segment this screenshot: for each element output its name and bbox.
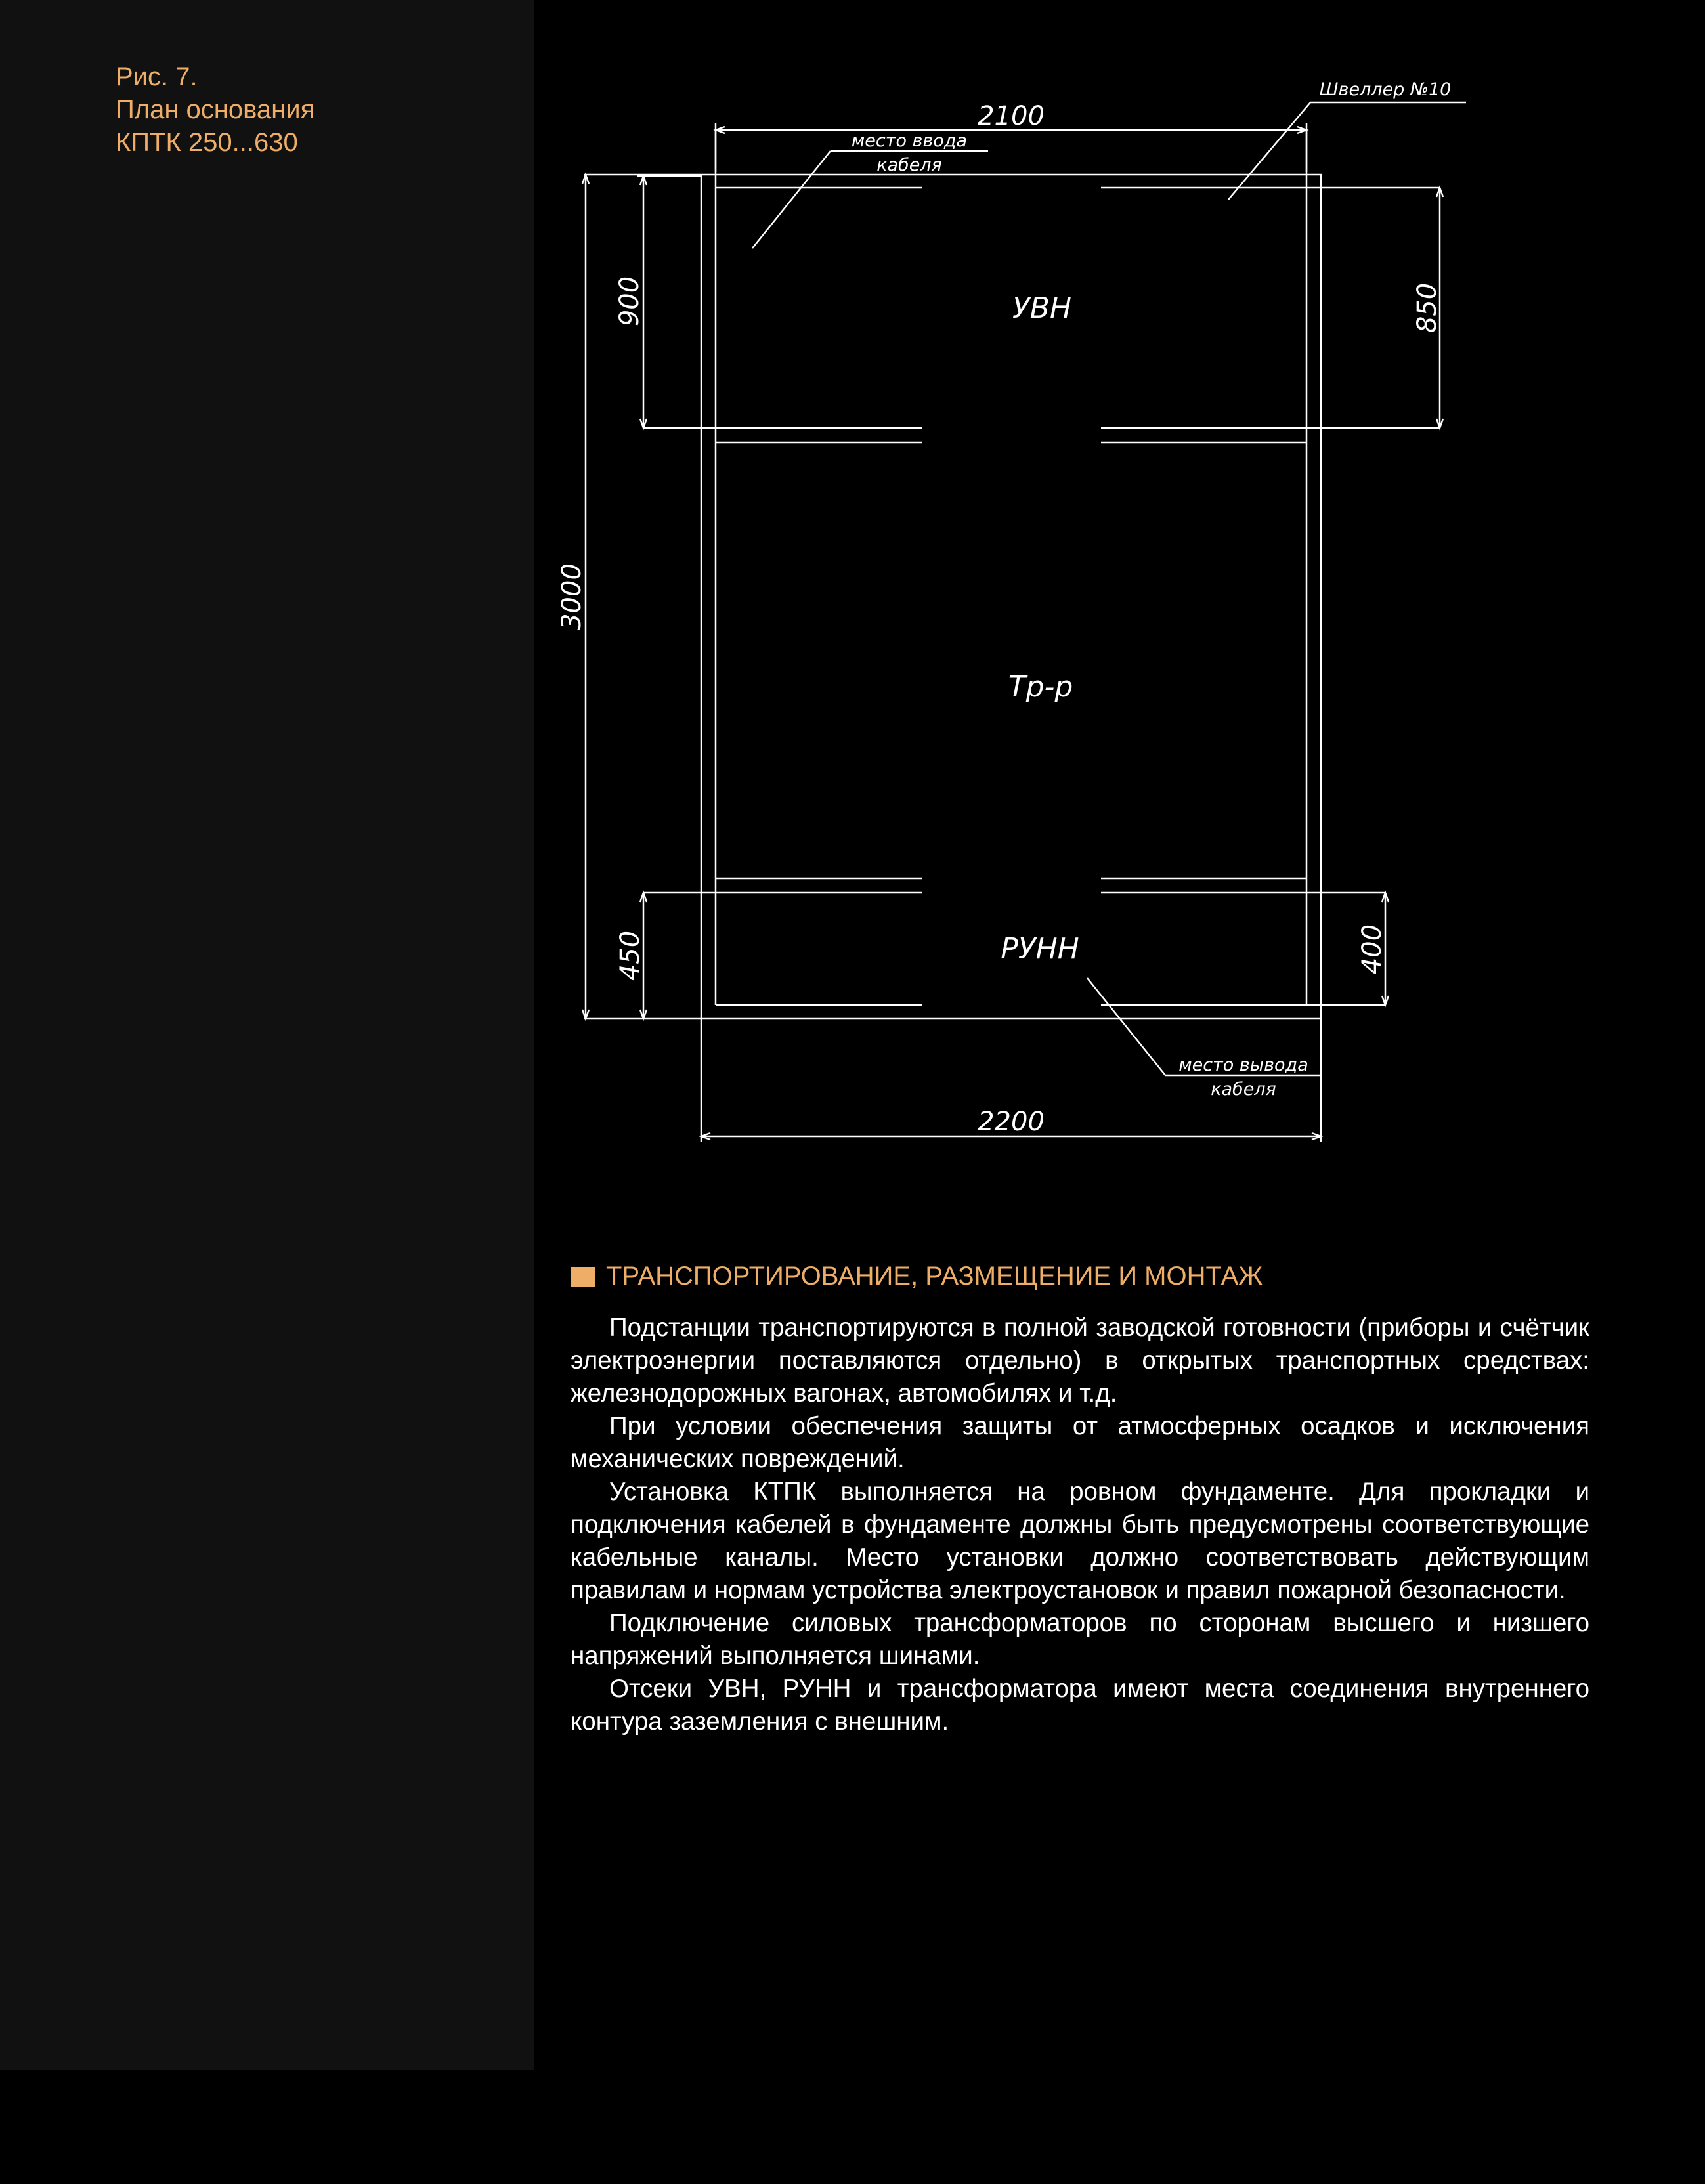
dimension-top-label: 2100 (978, 101, 1045, 131)
cable-exit-label-line2: кабеля (1211, 1079, 1276, 1100)
paragraph-grounding: Отсеки УВН, РУНН и трансформатора имеют места соединения внутреннего контура заземления с внешним. (571, 1675, 1589, 1736)
dimension-runn-right-label: 400 (1357, 924, 1387, 975)
dimension-uvn-left-label: 900 (615, 276, 645, 327)
paragraph-transportation: Подстанции транспортируются в полной заводской готовности (приборы и счётчик электроэнергии поставляются отдельно) в открытых транспортных средствах: железнодорожных вагонах, автомобилях и т.д. (571, 1314, 1589, 1407)
channel-beams (716, 130, 1306, 1005)
compartment-uvn-label: УВН (1012, 291, 1072, 325)
figure-caption-model: КПТК 250...630 (116, 128, 298, 157)
dimension-bottom-label: 2200 (978, 1107, 1045, 1137)
dimension-uvn-left (637, 176, 701, 428)
square-bullet-icon (571, 1267, 595, 1287)
cable-entry-leader (752, 151, 988, 248)
figure-caption-title: План основания (116, 95, 315, 124)
cable-entry-label-line2: кабеля (876, 155, 942, 175)
cable-entry-label-line1: место ввода (851, 131, 968, 151)
channel-leader (1228, 102, 1466, 200)
figure-caption-number: Рис. 7. (116, 62, 198, 91)
paragraph-protection: При условии обеспечения защиты от атмосферных осадков и исключения механических повреждений. (571, 1412, 1589, 1473)
section-heading (571, 1262, 1263, 1291)
dimension-uvn-right-label: 850 (1412, 282, 1442, 333)
dimension-runn-left-label: 450 (615, 930, 645, 981)
channel-label: Швеллер №10 (1319, 79, 1452, 100)
paragraph-installation: Установка КТПК выполняется на ровном фундаменте. Для прокладки и подключения кабелей в фундаменте должны быть предусмотрены соответствующие кабельные каналы. Место установки должно соответствовать действующим правилам и нормам устройства электроустановок и правил пожарной безопасности. (571, 1478, 1589, 1604)
dimension-total-length-label: 3000 (557, 563, 587, 630)
cable-exit-label-line1: место вывода (1178, 1055, 1308, 1075)
section-body (571, 1312, 1589, 1738)
compartment-runn-label: РУНН (1001, 932, 1079, 966)
compartment-transformer-label: Тр-р (1008, 670, 1073, 704)
section-heading-text: ТРАНСПОРТИРОВАНИЕ, РАЗМЕЩЕНИЕ И МОНТАЖ (606, 1262, 1263, 1291)
paragraph-connection: Подключение силовых трансформаторов по сторонам высшего и низшего напряжений выполняется шинами. (571, 1609, 1589, 1670)
